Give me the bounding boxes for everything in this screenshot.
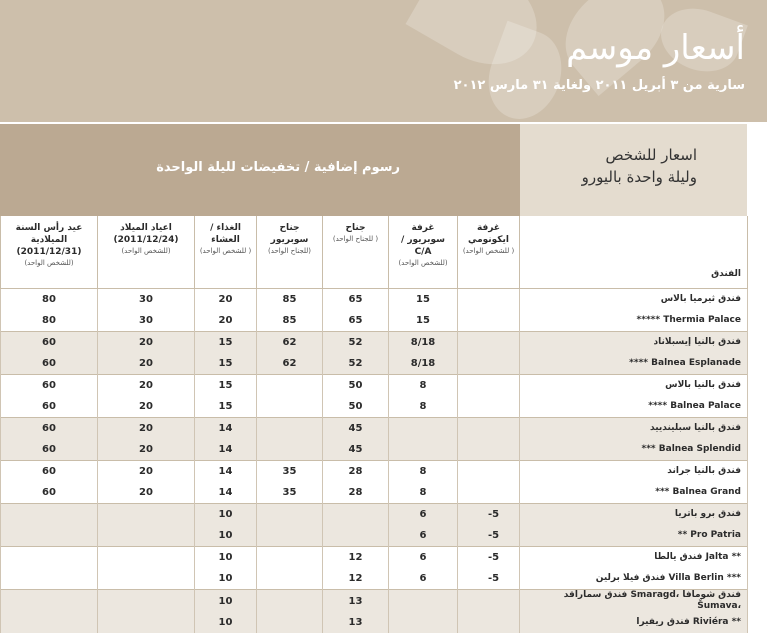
table-cell: -5 xyxy=(458,568,520,590)
page-title: أسعار موسم xyxy=(566,28,745,68)
table-cell: 14 xyxy=(195,461,257,483)
prices-label-line2: وليلة واحدة باليورو xyxy=(581,168,697,186)
table-cell xyxy=(458,353,520,375)
table-cell xyxy=(389,590,458,613)
column-title: الغذاء / العشاء xyxy=(210,223,241,245)
table-cell: 6 xyxy=(389,525,458,547)
hotel-name: فندق برو باتريا xyxy=(520,504,748,526)
table-cell: 60 xyxy=(1,482,98,504)
table-cell: 30 xyxy=(98,289,195,311)
table-cell xyxy=(257,504,323,526)
top-banner xyxy=(0,0,767,122)
table-cell: 8 xyxy=(389,396,458,418)
table-cell: 8 xyxy=(389,375,458,397)
hotel-name: فندق بالنيا جراند xyxy=(520,461,748,483)
table-cell: 28 xyxy=(323,461,389,483)
table-cell: 62 xyxy=(257,332,323,354)
table-cell xyxy=(257,418,323,440)
table-cell: 20 xyxy=(98,332,195,354)
hotel-name: *** Balnea Splendid xyxy=(520,439,748,461)
table-cell: 14 xyxy=(195,482,257,504)
table-cell xyxy=(323,504,389,526)
table-cell xyxy=(257,547,323,569)
table-cell: 6 xyxy=(389,547,458,569)
prices-header xyxy=(520,124,747,216)
table-cell: 10 xyxy=(195,525,257,547)
table-cell xyxy=(458,482,520,504)
column-title: اعياد الميلاد (2011/12/24) xyxy=(113,223,179,245)
table-cell: 20 xyxy=(98,418,195,440)
table-cell: 20 xyxy=(98,439,195,461)
table-cell: 15 xyxy=(389,289,458,311)
table-cell: -5 xyxy=(458,504,520,526)
table-cell: 10 xyxy=(195,547,257,569)
table-cell xyxy=(1,568,98,590)
table-cell: 60 xyxy=(1,396,98,418)
table-cell: 10 xyxy=(195,568,257,590)
table-cell: 85 xyxy=(257,289,323,311)
table-cell: 50 xyxy=(323,375,389,397)
table-cell xyxy=(98,504,195,526)
table-cell: 14 xyxy=(195,439,257,461)
table-cell: 85 xyxy=(257,310,323,332)
table-row xyxy=(1,375,748,397)
table-cell: 8 xyxy=(389,461,458,483)
hotel-name: فندق ثيرميا بالاس xyxy=(520,289,748,311)
table-cell: -5 xyxy=(458,525,520,547)
price-table xyxy=(0,216,748,633)
table-cell: 35 xyxy=(257,482,323,504)
table-cell: -5 xyxy=(458,547,520,569)
hotel-name: **** Balnea Palace xyxy=(520,396,748,418)
table-cell: 15 xyxy=(195,353,257,375)
prices-label-line1: اسعار للشخص xyxy=(605,146,697,164)
column-header xyxy=(1,216,98,289)
table-row xyxy=(1,310,748,332)
table-row xyxy=(1,418,748,440)
table-cell: 6 xyxy=(389,568,458,590)
table-row xyxy=(1,396,748,418)
table-cell: 6 xyxy=(389,504,458,526)
column-subtitle: (للشخص الواحد) xyxy=(24,259,74,267)
hotel-name: فندق يالطا Jalta ** xyxy=(520,547,748,569)
table-cell: 10 xyxy=(195,612,257,633)
table-row xyxy=(1,439,748,461)
table-header-row xyxy=(1,216,748,289)
table-cell: 35 xyxy=(257,461,323,483)
table-cell xyxy=(1,590,98,613)
table-row xyxy=(1,482,748,504)
column-subtitle: (للشخص الواحد) xyxy=(398,259,448,267)
table-cell xyxy=(257,439,323,461)
page-subtitle: سارية من ٣ أبريل ٢٠١١ ولغاية ٣١ مارس ٢٠١٢ xyxy=(453,78,745,93)
table-cell xyxy=(458,289,520,311)
table-cell: 65 xyxy=(323,289,389,311)
hotel-name: *** Balnea Grand xyxy=(520,482,748,504)
column-subtitle: ( للشخص الواحد) xyxy=(199,247,252,255)
table-cell: 20 xyxy=(98,375,195,397)
table-cell: 13 xyxy=(323,590,389,613)
table-cell xyxy=(98,568,195,590)
table-cell xyxy=(257,612,323,633)
table-cell xyxy=(458,418,520,440)
table-cell xyxy=(257,590,323,613)
table-cell xyxy=(458,396,520,418)
table-cell xyxy=(458,612,520,633)
table-cell: 8/18 xyxy=(389,353,458,375)
table-cell: 65 xyxy=(323,310,389,332)
column-title: جناح سوبريور xyxy=(270,223,309,245)
table-cell: 12 xyxy=(323,568,389,590)
table-cell: 20 xyxy=(98,482,195,504)
table-cell xyxy=(257,525,323,547)
table-cell xyxy=(458,332,520,354)
table-cell: 52 xyxy=(323,353,389,375)
hotel-name: فندق سماراقد Smaragd، فندق شومافا Šumava، xyxy=(520,590,748,613)
table-cell: 14 xyxy=(195,418,257,440)
hotel-name: **** Balnea Esplanade xyxy=(520,353,748,375)
column-title: جناح xyxy=(345,223,366,233)
table-cell: 60 xyxy=(1,461,98,483)
table-row xyxy=(1,332,748,354)
column-header xyxy=(195,216,257,289)
table-cell xyxy=(458,310,520,332)
prices-label xyxy=(582,144,697,188)
column-header-hotel xyxy=(520,216,748,289)
table-cell xyxy=(458,375,520,397)
column-subtitle: ( للجناح الواحد) xyxy=(332,235,379,243)
table-cell: 15 xyxy=(195,375,257,397)
table-cell: 20 xyxy=(98,353,195,375)
table-cell: 28 xyxy=(323,482,389,504)
table-cell xyxy=(323,525,389,547)
extra-fees-label: رسوم إضافية / تخفيضات لليلة الواحدة xyxy=(156,160,400,175)
hotel-name: فندق بالنيا بالاس xyxy=(520,375,748,397)
table-cell: 60 xyxy=(1,375,98,397)
table-cell: 10 xyxy=(195,590,257,613)
table-cell xyxy=(1,547,98,569)
table-row xyxy=(1,353,748,375)
table-cell: 20 xyxy=(98,461,195,483)
column-title: الفندق xyxy=(711,269,741,279)
column-title: غرفة سوبريور / C/A xyxy=(400,223,446,257)
hotel-name: فندق ريفيرا Riviéra ** xyxy=(520,612,748,633)
column-header xyxy=(458,216,520,289)
table-cell: 10 xyxy=(195,504,257,526)
column-title: غرفة ايكونومي xyxy=(467,223,510,245)
table-cell: 52 xyxy=(323,332,389,354)
table-cell: 13 xyxy=(323,612,389,633)
extra-fees-header xyxy=(0,124,520,216)
table-cell: 15 xyxy=(389,310,458,332)
table-cell: 15 xyxy=(195,396,257,418)
table-cell: 60 xyxy=(1,439,98,461)
table-cell xyxy=(257,568,323,590)
table-cell xyxy=(458,590,520,613)
table-cell xyxy=(257,396,323,418)
table-cell: 30 xyxy=(98,310,195,332)
table-cell xyxy=(1,612,98,633)
table-row xyxy=(1,525,748,547)
table-cell: 60 xyxy=(1,418,98,440)
table-cell xyxy=(389,418,458,440)
table-cell xyxy=(458,439,520,461)
column-header xyxy=(98,216,195,289)
table-cell: 15 xyxy=(195,332,257,354)
table-cell: 20 xyxy=(195,289,257,311)
table-row xyxy=(1,612,748,633)
table-cell xyxy=(389,612,458,633)
table-body xyxy=(1,289,748,634)
table-cell xyxy=(458,461,520,483)
table-cell xyxy=(98,547,195,569)
column-header xyxy=(257,216,323,289)
table-cell: 20 xyxy=(195,310,257,332)
hotel-name: فندق بالنيا سبليندييد xyxy=(520,418,748,440)
column-title: عيد رأس السنة الميلادية (2011/12/31) xyxy=(15,223,83,257)
table-row xyxy=(1,461,748,483)
table-cell: 50 xyxy=(323,396,389,418)
hotel-name: فندق فيلا برلين Villa Berlin *** xyxy=(520,568,748,590)
table-cell xyxy=(1,525,98,547)
hotel-name: ***** Thermia Palace xyxy=(520,310,748,332)
table-cell: 20 xyxy=(98,396,195,418)
table-cell: 60 xyxy=(1,353,98,375)
table-cell xyxy=(98,612,195,633)
column-subtitle: (للجناح الواحد) xyxy=(267,247,312,255)
table-cell: 45 xyxy=(323,418,389,440)
table-cell: 60 xyxy=(1,332,98,354)
column-header xyxy=(389,216,458,289)
table-cell xyxy=(257,375,323,397)
table-row xyxy=(1,568,748,590)
table-cell xyxy=(1,504,98,526)
table-row xyxy=(1,547,748,569)
table-cell: 8/18 xyxy=(389,332,458,354)
hotel-name: فندق بالنيا إيسبلاناد xyxy=(520,332,748,354)
table-row xyxy=(1,289,748,311)
table-cell: 62 xyxy=(257,353,323,375)
column-subtitle: (للشخص الواحد) xyxy=(121,247,171,255)
table-row xyxy=(1,504,748,526)
table-cell xyxy=(98,525,195,547)
hotel-name: ** Pro Patria xyxy=(520,525,748,547)
column-header xyxy=(323,216,389,289)
table-cell: 45 xyxy=(323,439,389,461)
table-cell: 80 xyxy=(1,289,98,311)
table-row xyxy=(1,590,748,613)
column-subtitle: ( للشخص الواحد) xyxy=(462,247,515,255)
table-cell: 80 xyxy=(1,310,98,332)
table-cell xyxy=(389,439,458,461)
table-cell: 8 xyxy=(389,482,458,504)
table-cell xyxy=(98,590,195,613)
table-cell: 12 xyxy=(323,547,389,569)
